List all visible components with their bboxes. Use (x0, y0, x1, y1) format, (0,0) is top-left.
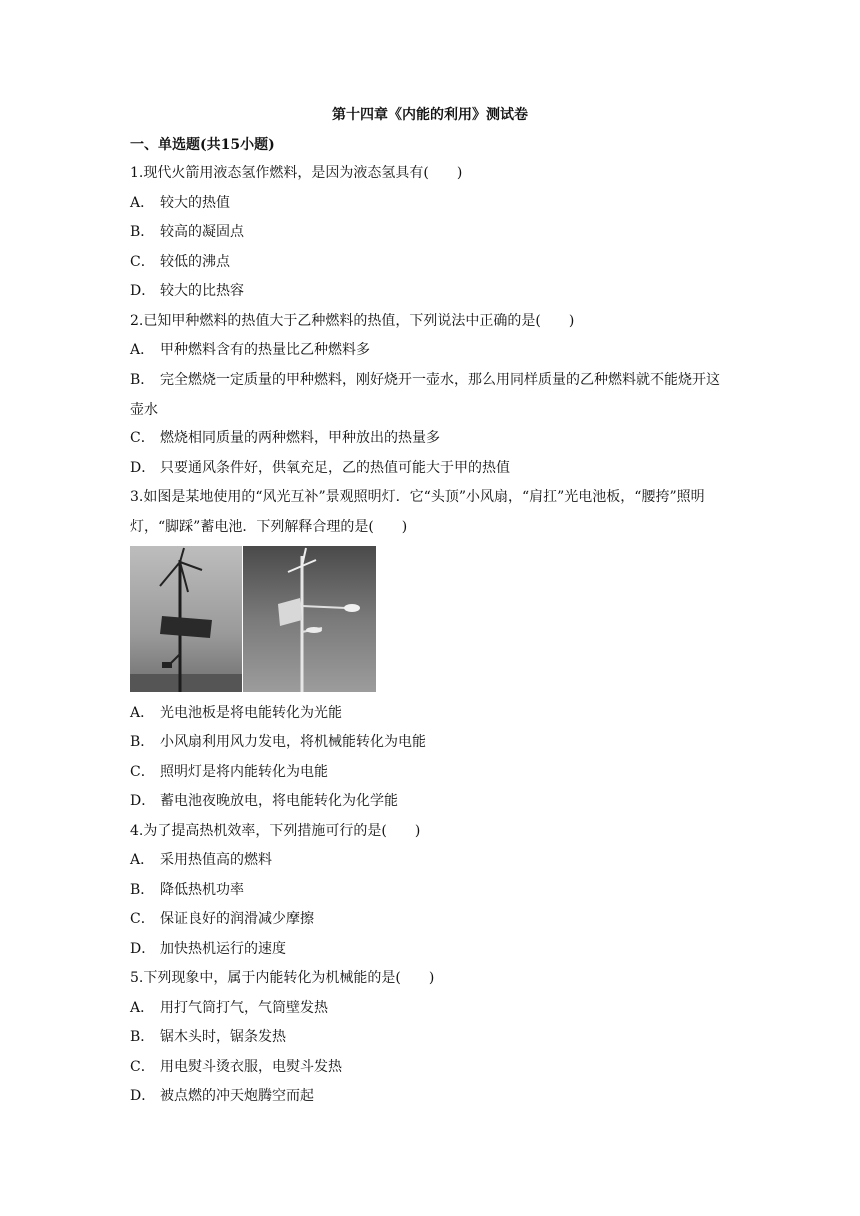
q3-option-c (130, 762, 328, 782)
option-letter: B． (130, 224, 155, 240)
option-letter: D． (130, 283, 156, 299)
q1-option-a (130, 193, 230, 213)
option-letter: A． (130, 852, 155, 868)
option-text: 保证良好的润滑减少摩擦 (160, 911, 314, 927)
q4-option-c (130, 909, 314, 929)
paper-title: 第十四章《内能的利用》测试卷 (332, 107, 528, 123)
option-letter: A． (130, 705, 155, 721)
option-text: 较大的热值 (160, 195, 230, 211)
option-text: 加快热机运行的速度 (160, 941, 286, 957)
option-letter: C． (130, 430, 155, 446)
q1-option-b (130, 222, 244, 242)
option-text: 光电池板是将电能转化为光能 (160, 705, 342, 721)
option-letter: B． (130, 882, 155, 898)
option-text: 蓄电池夜晚放电，将电能转化为化学能 (160, 793, 398, 809)
q2-option-b (130, 365, 730, 425)
option-text: 甲种燃料含有的热量比乙种燃料多 (160, 342, 370, 358)
option-text: 较大的比热容 (160, 283, 244, 299)
q2-option-d (130, 458, 510, 478)
q5-option-c (130, 1057, 342, 1077)
option-letter: A． (130, 342, 155, 358)
option-text: 用电熨斗烫衣服，电熨斗发热 (160, 1059, 342, 1075)
option-letter: D． (130, 1088, 156, 1104)
q1-option-d (130, 281, 244, 301)
wind-solar-street-lamp-photo (130, 546, 376, 692)
q4-option-b (130, 880, 244, 900)
option-letter: C． (130, 1059, 155, 1075)
option-text: 照明灯是将内能转化为电能 (160, 764, 328, 780)
option-letter: D． (130, 793, 156, 809)
q4-stem: 4.为了提高热机效率，下列措施可行的是( ) (130, 823, 421, 839)
q3-option-d (130, 791, 398, 811)
option-letter: C． (130, 764, 155, 780)
option-letter: A． (130, 195, 155, 211)
option-letter: D． (130, 941, 156, 957)
option-letter: B． (130, 1029, 155, 1045)
q4-option-a (130, 850, 272, 870)
option-text: 采用热值高的燃料 (160, 852, 272, 868)
option-letter: C． (130, 911, 155, 927)
option-text: 完全燃烧一定质量的甲种燃料，刚好烧开一壶水，那么用同样质量的乙种燃料就不能烧开这壶水 (130, 372, 720, 418)
q5-option-a (130, 998, 328, 1018)
option-text: 燃烧相同质量的两种燃料，甲种放出的热量多 (160, 430, 440, 446)
q1-option-c (130, 252, 230, 272)
q2-option-c (130, 428, 440, 448)
option-text: 较高的凝固点 (160, 224, 244, 240)
option-letter: C． (130, 254, 155, 270)
q5-option-b (130, 1027, 286, 1047)
option-text: 小风扇利用风力发电，将机械能转化为电能 (160, 734, 426, 750)
q5-option-d (130, 1086, 314, 1106)
q1-stem: 1.现代火箭用液态氢作燃料，是因为液态氢具有( ) (130, 165, 463, 181)
option-text: 被点燃的冲天炮腾空而起 (160, 1088, 314, 1104)
option-text: 锯木头时，锯条发热 (160, 1029, 286, 1045)
option-text: 只要通风条件好，供氧充足，乙的热值可能大于甲的热值 (160, 460, 510, 476)
option-letter: B． (130, 372, 155, 388)
option-text: 用打气筒打气，气筒壁发热 (160, 1000, 328, 1016)
q2-stem: 2.已知甲种燃料的热值大于乙种燃料的热值，下列说法中正确的是( ) (130, 313, 575, 329)
q2-option-a (130, 340, 370, 360)
q4-option-d (130, 939, 286, 959)
q3-option-b (130, 732, 426, 752)
option-letter: A． (130, 1000, 155, 1016)
section-heading: 一、单选题(共15小题) (130, 137, 275, 153)
option-letter: D． (130, 460, 156, 476)
q5-stem: 5.下列现象中，属于内能转化为机械能的是( ) (130, 970, 435, 986)
option-letter: B． (130, 734, 155, 750)
q3-option-a (130, 703, 342, 723)
q3-stem: 3.如图是某地使用的“风光互补”景观照明灯．它“头顶”小风扇，“肩扛”光电池板，“腰挎”照明灯，“脚踩”蓄电池．下列解释合理的是( ) (130, 489, 705, 535)
option-text: 较低的沸点 (160, 254, 230, 270)
option-text: 降低热机功率 (160, 882, 244, 898)
